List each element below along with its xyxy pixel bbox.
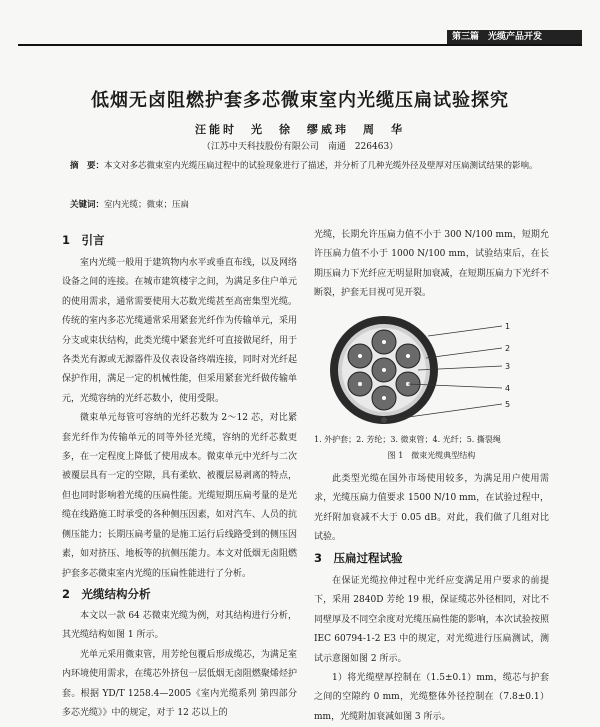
keywords-text: 室内光缆；微束；压扁 [104,200,190,210]
paragraph: 微束单元每管可容纳的光纤芯数为 2～12 芯，对比紧套光纤作为传输单元的同等外径光缆，容纳的光纤芯数更多，在一定程度上降低了使用成本。微束单元中光纤与二次被覆层具有一定的空隙，具有柔软、被覆层易剥离的特点，但也同时影响着光缆的压扁性能。光缆短期压扁考量的是光缆在线路施工时承受的各种侧压因素，如对汽车、人员的抗侧压能力；长期压扁考量的是施工运行后线路受到的侧压因素，如对挤压、地板等的抗侧压能力。本文对低烟无卤阻燃护套多芯微束室内光缆的压扁性能进行了分析。 [62,413,297,579]
paragraph: 在保证光缆拉伸过程中光纤应变满足用户要求的前提下，采用 2840D 芳纶 19 根，保证缆芯外径相同，对比不同壁厚及不同空余度对光缆压扁性能的影响，本次试验按照 IEC 60794-1-2 E3 中的规定，对光缆进行压扁测试，测试示意图如图 2 所示。 [314,576,549,664]
optical-fiber [358,354,362,358]
abstract [70,158,540,175]
section-heading-2: 2 光缆结构分析 [62,587,151,601]
paragraph: 光缆，长期允许压扁力值不小于 300 N/100 mm，短期允许压扁力值不小于 1000 N/100 mm，试验结束后，在长期压扁力下光纤应无明显附加衰减，在短期压扁力下光纤不断裂，护套无目视可见开裂。 [314,230,549,299]
abstract-label: 摘 要： [70,161,105,171]
paragraph: 光单元采用微束管，用芳纶包覆后形成缆芯，为满足室内环境使用需求，在缆芯外挤包一层低烟无卤阻燃聚烯烃护套。根据 YD/T 1258.4—2005《室内光缆系列 第四部分 多芯光缆》》中的规定，对于 12 芯以上的 [62,649,297,719]
figure-legend: 1. 外护套；2. 芳纶；3. 微束管；4. 光纤；5. 撕裂绳 [314,435,501,444]
figure-label: 4 [505,384,511,393]
paragraph: 此类型光缆在国外市场使用较多，为满足用户使用需求，光缆压扁力值要求 1500 N/10 mm，在试验过程中，光纤附加衰减不大于 0.05 dB。对此，我们做了几组对比试验。 [314,474,549,543]
affiliation: （江苏中天科技股份有限公司 南通 226463） [201,142,399,152]
right-column-bottom [314,572,549,727]
ripcord [381,417,387,423]
paper-title: 低烟无卤阻燃护套多芯微束室内光缆压扁试验探究 [91,90,509,111]
paragraph: 室内光缆一般用于建筑物内水平或垂直布线，以及网络设备之间的连接。在城市建筑楼宇之间，为满足多住户单元的使用需求，通常需要使用大芯数光缆甚至高密集型光缆。传统的室内多芯光缆通常采用紧套光纤作为传输单元，采用分支或束状结构，此类光缆中紧套光纤可直接做尾纤，用于各类光有源或无源器件及仪表设备终端连接，同时对光纤起保护作用，满足一定的机械性能，但采用紧套光纤做传输单元，光缆容纳的光纤芯数小，使用受限。 [62,258,297,404]
figure-label: 5 [505,400,511,409]
header-rule [18,44,582,46]
optical-fiber [358,382,362,386]
right-column-mid [314,470,549,548]
figure-title: 图 1 微束光缆典型结构 [387,451,476,460]
section-heading-3: 3 压扁过程试验 [314,551,403,565]
figure-caption [314,432,549,464]
paragraph: 1）将光缆壁厚控制在（1.5±0.1）mm，缆芯与护套之间的空隙约 0 mm，光缆整体外径控制在（7.8±0.1）mm，光缆附加衰减如图 3 所示。 [314,673,549,722]
paragraph: 本文以一款 64 芯微束光缆为例，对其结构进行分析，其光缆结构如图 1 所示。 [62,611,297,641]
figure-label: 2 [505,344,511,353]
keywords-label: 关键词： [70,200,105,210]
left-column-top [62,254,297,584]
optical-fiber [382,340,386,344]
right-column-top [314,226,549,304]
authors: 汪能时 光 徐 缪威玮 周 华 [195,123,405,136]
leader-line [428,326,502,336]
figure-label: 3 [505,362,511,371]
left-column-bottom [62,607,297,723]
running-title: 第三篇 光缆产品开发 [452,32,543,42]
optical-fiber [382,396,386,400]
section-heading-1: 1 引言 [62,233,105,247]
figure-label: 1 [505,322,511,331]
optical-fiber [382,368,386,372]
keywords [70,198,540,210]
leader-line [426,348,502,358]
cable-cross-section-figure [312,308,552,448]
optical-fiber [406,354,410,358]
abstract-text: 本文对多芯微束室内光缆压扁过程中的试验现象进行了描述，并分析了几种光缆外径及壁厚对压扁测试结果的影响。 [104,161,538,171]
